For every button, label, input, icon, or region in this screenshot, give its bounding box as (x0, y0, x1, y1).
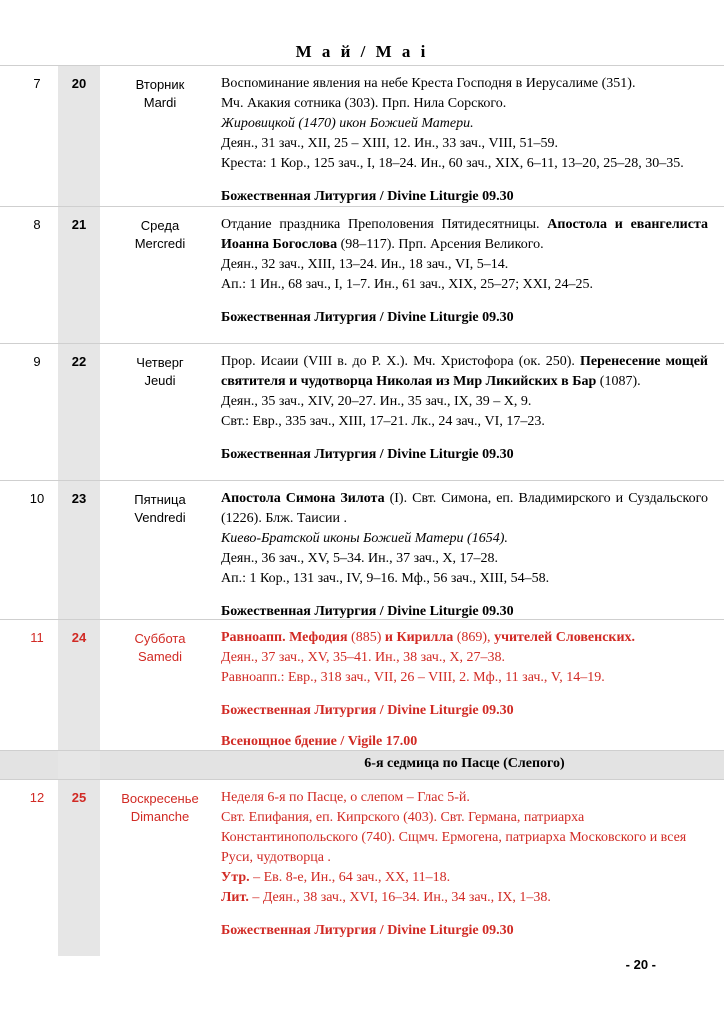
commemoration-paragraph (221, 628, 708, 648)
day-row (0, 206, 724, 343)
week-title: 6-я седмица по Пасце (Слепого) (364, 756, 565, 771)
commemoration-text: Отдание праздника Преполовения Пятидесятницы. (221, 217, 548, 232)
commemoration-line: Мч. Акакия сотника (303). Прп. Нила Сорского. (221, 96, 507, 111)
matins-reading (221, 868, 708, 888)
commemoration-text: Прор. Исаии (VIII в. до Р. Х.). Мч. Христофора (ок. 250). (221, 354, 580, 369)
weekday-fr: Samedi (137, 649, 183, 664)
weekday-fr: Mercredi (134, 236, 186, 251)
liturgy-label: Лит. (221, 890, 249, 905)
reading-line: Креста: 1 Кор., 125 зач., I, 18–24. Ин., 60 зач., XIX, 6–11, 13–20, 25–28, 30–35. (221, 156, 684, 171)
service-liturgy: Божественная Литургия / Divine Liturgie 09.30 (221, 604, 514, 619)
service-vigil: Всенощное бдение / Vigile 17.00 (221, 734, 418, 749)
service-liturgy: Божественная Литургия / Divine Liturgie 09.30 (221, 310, 514, 325)
matins-text: – Ев. 8-е, Ин., 64 зач., XX, 11–18. (249, 870, 451, 885)
week-header (0, 750, 724, 779)
weekday (110, 491, 210, 527)
day-number: 9 (33, 354, 41, 369)
commemoration-text: (869), (453, 630, 495, 645)
day-date: 20 (71, 76, 87, 91)
reading-line: Деян., 37 зач., XV, 35–41. Ин., 38 зач., X, 27–38. (221, 650, 505, 665)
liturgy-reading (221, 888, 708, 908)
icon-commemoration (221, 114, 708, 134)
day-row-feast (0, 779, 724, 956)
service-liturgy: Божественная Литургия / Divine Liturgie 09.30 (221, 923, 514, 938)
feast-name: Апостола Симона Зилота (221, 491, 385, 506)
day-number: 7 (33, 76, 41, 91)
page-title: М а й / M a i (295, 42, 429, 61)
weekday (110, 790, 210, 826)
weekday (110, 76, 210, 112)
day-number: 8 (33, 217, 41, 232)
day-date: 25 (71, 790, 87, 805)
weekday-fr: Dimanche (130, 809, 190, 824)
date-cell-bg (58, 751, 100, 779)
service-liturgy: Божественная Литургия / Divine Liturgie 09.30 (221, 189, 514, 204)
day-number: 11 (30, 630, 44, 645)
weekday-ru: Пятница (134, 492, 186, 507)
reading-line: Ап.: 1 Кор., 131 зач., IV, 9–16. Мф., 56 зач., XIII, 54–58. (221, 571, 550, 586)
feast-name: и Кирилла (384, 630, 454, 645)
reading-line: Деян., 35 зач., XIV, 20–27. Ин., 35 зач., IX, 39 – X, 9. (221, 394, 532, 409)
weekday-ru: Четверг (136, 355, 184, 370)
calendar-table (0, 65, 724, 956)
day-content (221, 344, 708, 471)
day-row (0, 343, 724, 480)
day-row (0, 65, 724, 206)
day-number: 10 (29, 491, 45, 506)
date-cell-bg (58, 780, 100, 956)
weekday-fr: Mardi (143, 95, 177, 110)
commemoration-text: (885) (347, 630, 385, 645)
day-content (221, 66, 708, 213)
weekday-ru: Суббота (134, 631, 186, 646)
feast-name: Апостола и евангелиста Иоанна Богослова (221, 217, 708, 252)
service-liturgy: Божественная Литургия / Divine Liturgie 09.30 (221, 447, 514, 462)
feast-name: Перенесение мощей святителя и чудотворца Николая из Мир Ликийских в Бар (221, 354, 708, 389)
day-content (221, 481, 708, 628)
day-date: 24 (71, 630, 87, 645)
day-row-feast (0, 619, 724, 750)
commemoration-paragraph: Свт. Епифания, еп. Кипрского (403). Свт. Германа, патриарха Константинопольского (740). Сщмч. Ермогена, патриарха Московского и всея Руси, чудотворца . (221, 810, 687, 865)
reading-line: Ап.: 1 Ин., 68 зач., I, 1–7. Ин., 61 зач., XIX, 25–27; XXI, 24–25. (221, 277, 593, 292)
feast-name: учителей Словенских. (494, 630, 636, 645)
day-row (0, 480, 724, 619)
day-date: 22 (71, 354, 87, 369)
sunday-title: Неделя 6-я по Пасце, о слепом – Глас 5-й. (221, 790, 470, 805)
day-date: 23 (71, 491, 87, 506)
weekday (110, 354, 210, 390)
matins-label: Утр. (221, 870, 250, 885)
commemoration-text: (I). Свт. Симона, еп. Владимирского и Суздальского (1226). Блж. Таисии . (221, 491, 708, 526)
weekday-ru: Среда (140, 218, 180, 233)
reading-line: Деян., 32 зач., XIII, 13–24. Ин., 18 зач., VI, 5–14. (221, 257, 509, 272)
reading-line: Деян., 36 зач., XV, 5–34. Ин., 37 зач., X, 17–28. (221, 551, 498, 566)
commemoration-paragraph (221, 215, 708, 255)
weekday-ru: Воскресенье (121, 791, 199, 806)
reading-line: Равноапп.: Евр., 318 зач., VII, 26 – VIII, 2. Мф., 11 зач., V, 14–19. (221, 670, 605, 685)
day-number: 12 (29, 790, 45, 805)
page-number: - 20 - (625, 957, 656, 972)
feast-name: Равноапп. Мефодия (221, 630, 348, 645)
icon-commemoration-text: Жировицкой (1470) икон Божией Матери. (221, 116, 474, 131)
day-content (221, 620, 708, 758)
service-liturgy: Божественная Литургия / Divine Liturgie 09.30 (221, 703, 514, 718)
icon-commemoration (221, 529, 708, 549)
icon-commemoration-text: Киево-Братской иконы Божией Матери (1654). (221, 531, 508, 546)
commemoration-paragraph (221, 352, 708, 392)
commemoration-line: Воспоминание явления на небе Креста Господня в Иерусалиме (351). (221, 76, 636, 91)
weekday-fr: Jeudi (144, 373, 176, 388)
weekday-fr: Vendredi (134, 510, 186, 525)
commemoration-paragraph (221, 489, 708, 529)
day-content (221, 207, 708, 334)
weekday-ru: Вторник (135, 77, 185, 92)
commemoration-text: (98–117). Прп. Арсения Великого. (337, 237, 544, 252)
liturgy-text: – Деян., 38 зач., XVI, 16–34. Ин., 34 зач., IX, 1–38. (248, 890, 551, 905)
reading-line: Деян., 31 зач., XII, 25 – XIII, 12. Ин., 33 зач., VIII, 51–59. (221, 136, 559, 151)
weekday (110, 630, 210, 666)
commemoration-text: (1087). (596, 374, 641, 389)
day-content (221, 780, 708, 947)
weekday (110, 217, 210, 253)
day-date: 21 (71, 217, 87, 232)
reading-line: Свт.: Евр., 335 зач., XIII, 17–21. Лк., 24 зач., VI, 17–23. (221, 414, 545, 429)
